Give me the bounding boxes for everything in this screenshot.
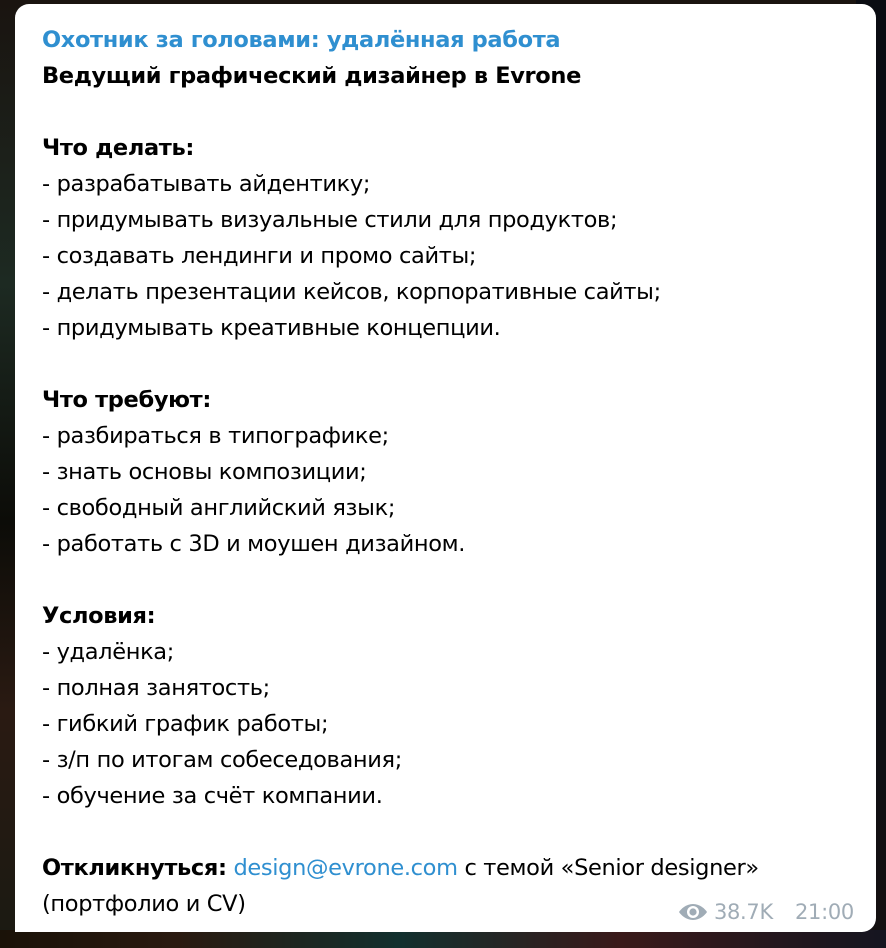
- spacer: [42, 562, 856, 598]
- list-item: - удалёнка;: [42, 639, 174, 665]
- spacer: [42, 94, 856, 130]
- list-item: - разрабатывать айдентику;: [42, 171, 371, 197]
- chat-background-bottom: [0, 930, 886, 948]
- list-item: - придумывать креативные концепции.: [42, 315, 501, 341]
- apply-subject: с темой «Senior designer»: [457, 855, 759, 881]
- list-item: - з/п по итогам собеседования;: [42, 747, 402, 773]
- list-item: - знать основы композиции;: [42, 459, 367, 485]
- spacer: [42, 346, 856, 382]
- apply-label: Откликнуться:: [42, 855, 227, 881]
- list-item: - разбираться в типографике;: [42, 423, 389, 449]
- bubble-tail: [19, 894, 33, 916]
- section-requirements: [42, 382, 856, 562]
- section-tasks: [42, 130, 856, 346]
- list-item: - придумывать визуальные стили для продуктов;: [42, 207, 618, 233]
- channel-name-link[interactable]: Охотник за головами: удалённая работа: [42, 27, 561, 53]
- message-meta: [678, 900, 854, 924]
- list-item: - обучение за счёт компании.: [42, 783, 383, 809]
- message-time: 21:00: [794, 900, 854, 924]
- list-item: - делать презентации кейсов, корпоративные сайты;: [42, 279, 661, 305]
- section-heading: Что требуют:: [42, 387, 212, 413]
- section-heading: Условия:: [42, 603, 156, 629]
- eye-icon: [678, 902, 708, 922]
- list-item: - работать с 3D и моушен дизайном.: [42, 531, 466, 557]
- list-item: - гибкий график работы;: [42, 711, 329, 737]
- message-bubble: [15, 4, 876, 932]
- list-item: - полная занятость;: [42, 675, 270, 701]
- view-count: 38.7K: [713, 900, 773, 924]
- list-item: - создавать лендинги и промо сайты;: [42, 243, 477, 269]
- post-title: Ведущий графический дизайнер в Evrone: [42, 63, 581, 89]
- email-link[interactable]: design@evrone.com: [233, 855, 458, 881]
- section-conditions: [42, 598, 856, 814]
- section-heading: Что делать:: [42, 135, 195, 161]
- spacer: [42, 814, 856, 850]
- apply-note: (портфолио и CV): [42, 891, 246, 917]
- list-item: - свободный английский язык;: [42, 495, 396, 521]
- apply-line: [42, 850, 856, 886]
